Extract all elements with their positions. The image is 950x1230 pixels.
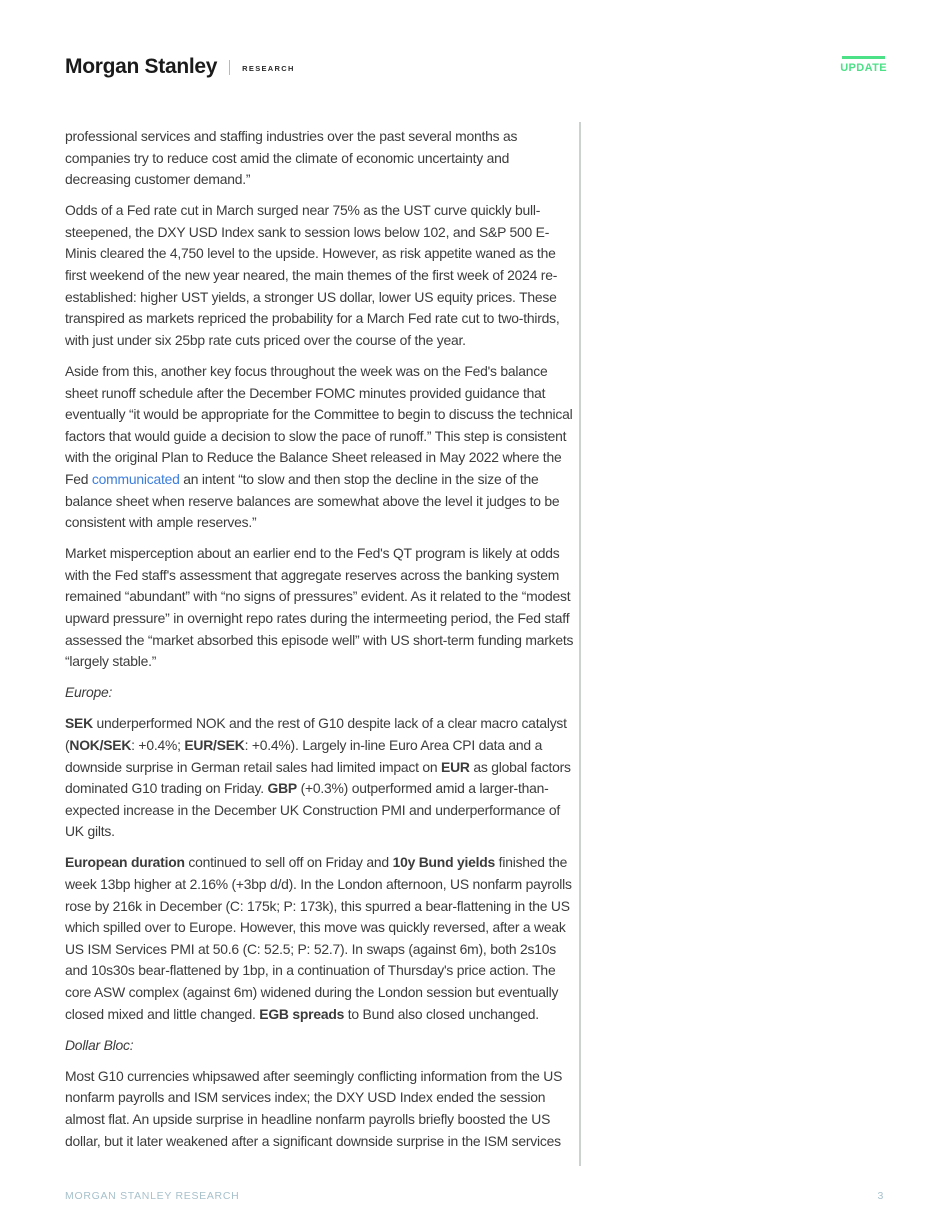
paragraph xyxy=(65,361,577,534)
bold-text-run: EGB spreads xyxy=(259,1005,345,1022)
paragraph xyxy=(65,1066,577,1152)
page-header xyxy=(65,55,887,79)
text-run: (+0.3%) outperformed amid a larger-than-expected increase in the December UK Construction PMI and underperformance of UK gilts. xyxy=(65,780,560,840)
footer-brand-label: MORGAN STANLEY RESEARCH xyxy=(65,1190,240,1202)
section-heading xyxy=(65,682,577,704)
brand xyxy=(65,55,295,79)
text-run: Aside from this, another key focus throughout the week was on the Fed's balance sheet runoff schedule after the December FOMC minutes provided guidance that eventually “it would be appropriate for the Committee to begin to discuss the technical factors that would guide a decision to slow the pace of runoff.” This step is consistent with the original Plan to Reduce the Balance Sheet released in May 2022 where the Fed xyxy=(65,362,573,487)
text-run: : +0.4%). Largely in-line Euro Area CPI data and a downside surprise in German retail sales had limited impact on xyxy=(65,736,543,775)
text-run: an intent “to slow and then stop the decline in the size of the balance sheet when reserve balances are somewhat above the level it judges to be consistent with ample reserves.” xyxy=(65,470,560,531)
text-run: Most G10 currencies whipsawed after seemingly conflicting information from the US nonfarm payrolls and ISM services index; the DXY USD Index ended the session almost flat. An upside surprise in headline nonfarm payrolls briefly boosted the US dollar, but it later weakened after a significant downside surprise in the ISM services xyxy=(65,1067,563,1149)
text-run: to Bund also closed unchanged. xyxy=(344,1005,539,1022)
bold-text-run: EUR/SEK xyxy=(184,736,245,753)
paragraph xyxy=(65,200,577,351)
paragraph xyxy=(65,543,577,673)
paragraph xyxy=(65,713,577,843)
paragraph xyxy=(65,852,577,1025)
text-run: finished the week 13bp higher at 2.16% (+3bp d/d). In the London afternoon, US nonfarm payrolls rose by 216k in December (C: 175k; P: 173k), this spurred a bear-flattening in the US which spilled over to Europe. However, this move was quickly reversed, after a weak US ISM Services PMI at 50.6 (C: 52.5; P: 52.7). In swaps (against 6m), both 2s10s and 10s30s bear-flattened by 1bp, in a continuation of Thursday's price action. The core ASW complex (against 6m) widened during the London session but eventually closed mixed and little changed. xyxy=(65,854,572,1022)
bold-text-run: SEK xyxy=(65,715,93,732)
section-heading xyxy=(65,1035,577,1057)
article-body xyxy=(65,126,577,1162)
morgan-stanley-logo: Morgan Stanley xyxy=(65,55,218,78)
research-division-label: RESEARCH xyxy=(242,64,295,73)
bold-text-run: GBP xyxy=(267,780,297,797)
bold-text-run: NOK/SEK xyxy=(69,736,132,753)
text-run: : +0.4%; xyxy=(131,736,185,753)
paragraph xyxy=(65,126,577,191)
brand-divider xyxy=(229,60,230,75)
inline-link[interactable]: communicated xyxy=(91,470,180,487)
text-run: as global factors dominated G10 trading on Friday. xyxy=(65,758,571,797)
text-run: underperformed NOK and the rest of G10 despite lack of a clear macro catalyst ( xyxy=(65,715,567,753)
update-badge-label: UPDATE xyxy=(840,62,887,74)
text-run: Europe: xyxy=(65,684,113,701)
update-badge xyxy=(840,56,887,74)
text-run: Market misperception about an earlier end to the Fed's QT program is likely at odds with the Fed staff's assessment that aggregate reserves across the banking system remained “abundant” with “no signs of pressures” evident. As it related to the “modest upward pressure” in overnight repo rates during the intermeeting period, the Fed staff assessed the “market absorbed this episode well” with US short-term funding markets “largely stable.” xyxy=(65,545,574,670)
page-number: 3 xyxy=(877,1190,884,1202)
column-divider xyxy=(579,122,581,1166)
bold-text-run: European duration xyxy=(65,854,185,871)
text-run: Dollar Bloc: xyxy=(65,1036,134,1053)
text-run: Odds of a Fed rate cut in March surged near 75% as the UST curve quickly bull-steepened, the DXY USD Index sank to session lows below 102, and S&P 500 E-Minis cleared the 4,750 level to the upside. However, as risk appetite waned as the first weekend of the new year neared, the main themes of the first week of 2024 re-established: higher UST yields, a stronger US dollar, lower US equity prices. These transpired as markets repriced the probability for a March Fed rate cut to two-thirds, with just under six 25bp rate cuts priced over the course of the year. xyxy=(65,202,560,348)
text-run: continued to sell off on Friday and xyxy=(184,854,393,871)
bold-text-run: EUR xyxy=(441,758,470,775)
bold-text-run: 10y Bund yields xyxy=(392,854,496,871)
page-footer xyxy=(65,1190,884,1202)
update-badge-bar xyxy=(842,56,885,59)
text-run: professional services and staffing industries over the past several months as companies try to reduce cost amid the climate of economic uncertainty and decreasing customer demand.” xyxy=(65,128,518,188)
